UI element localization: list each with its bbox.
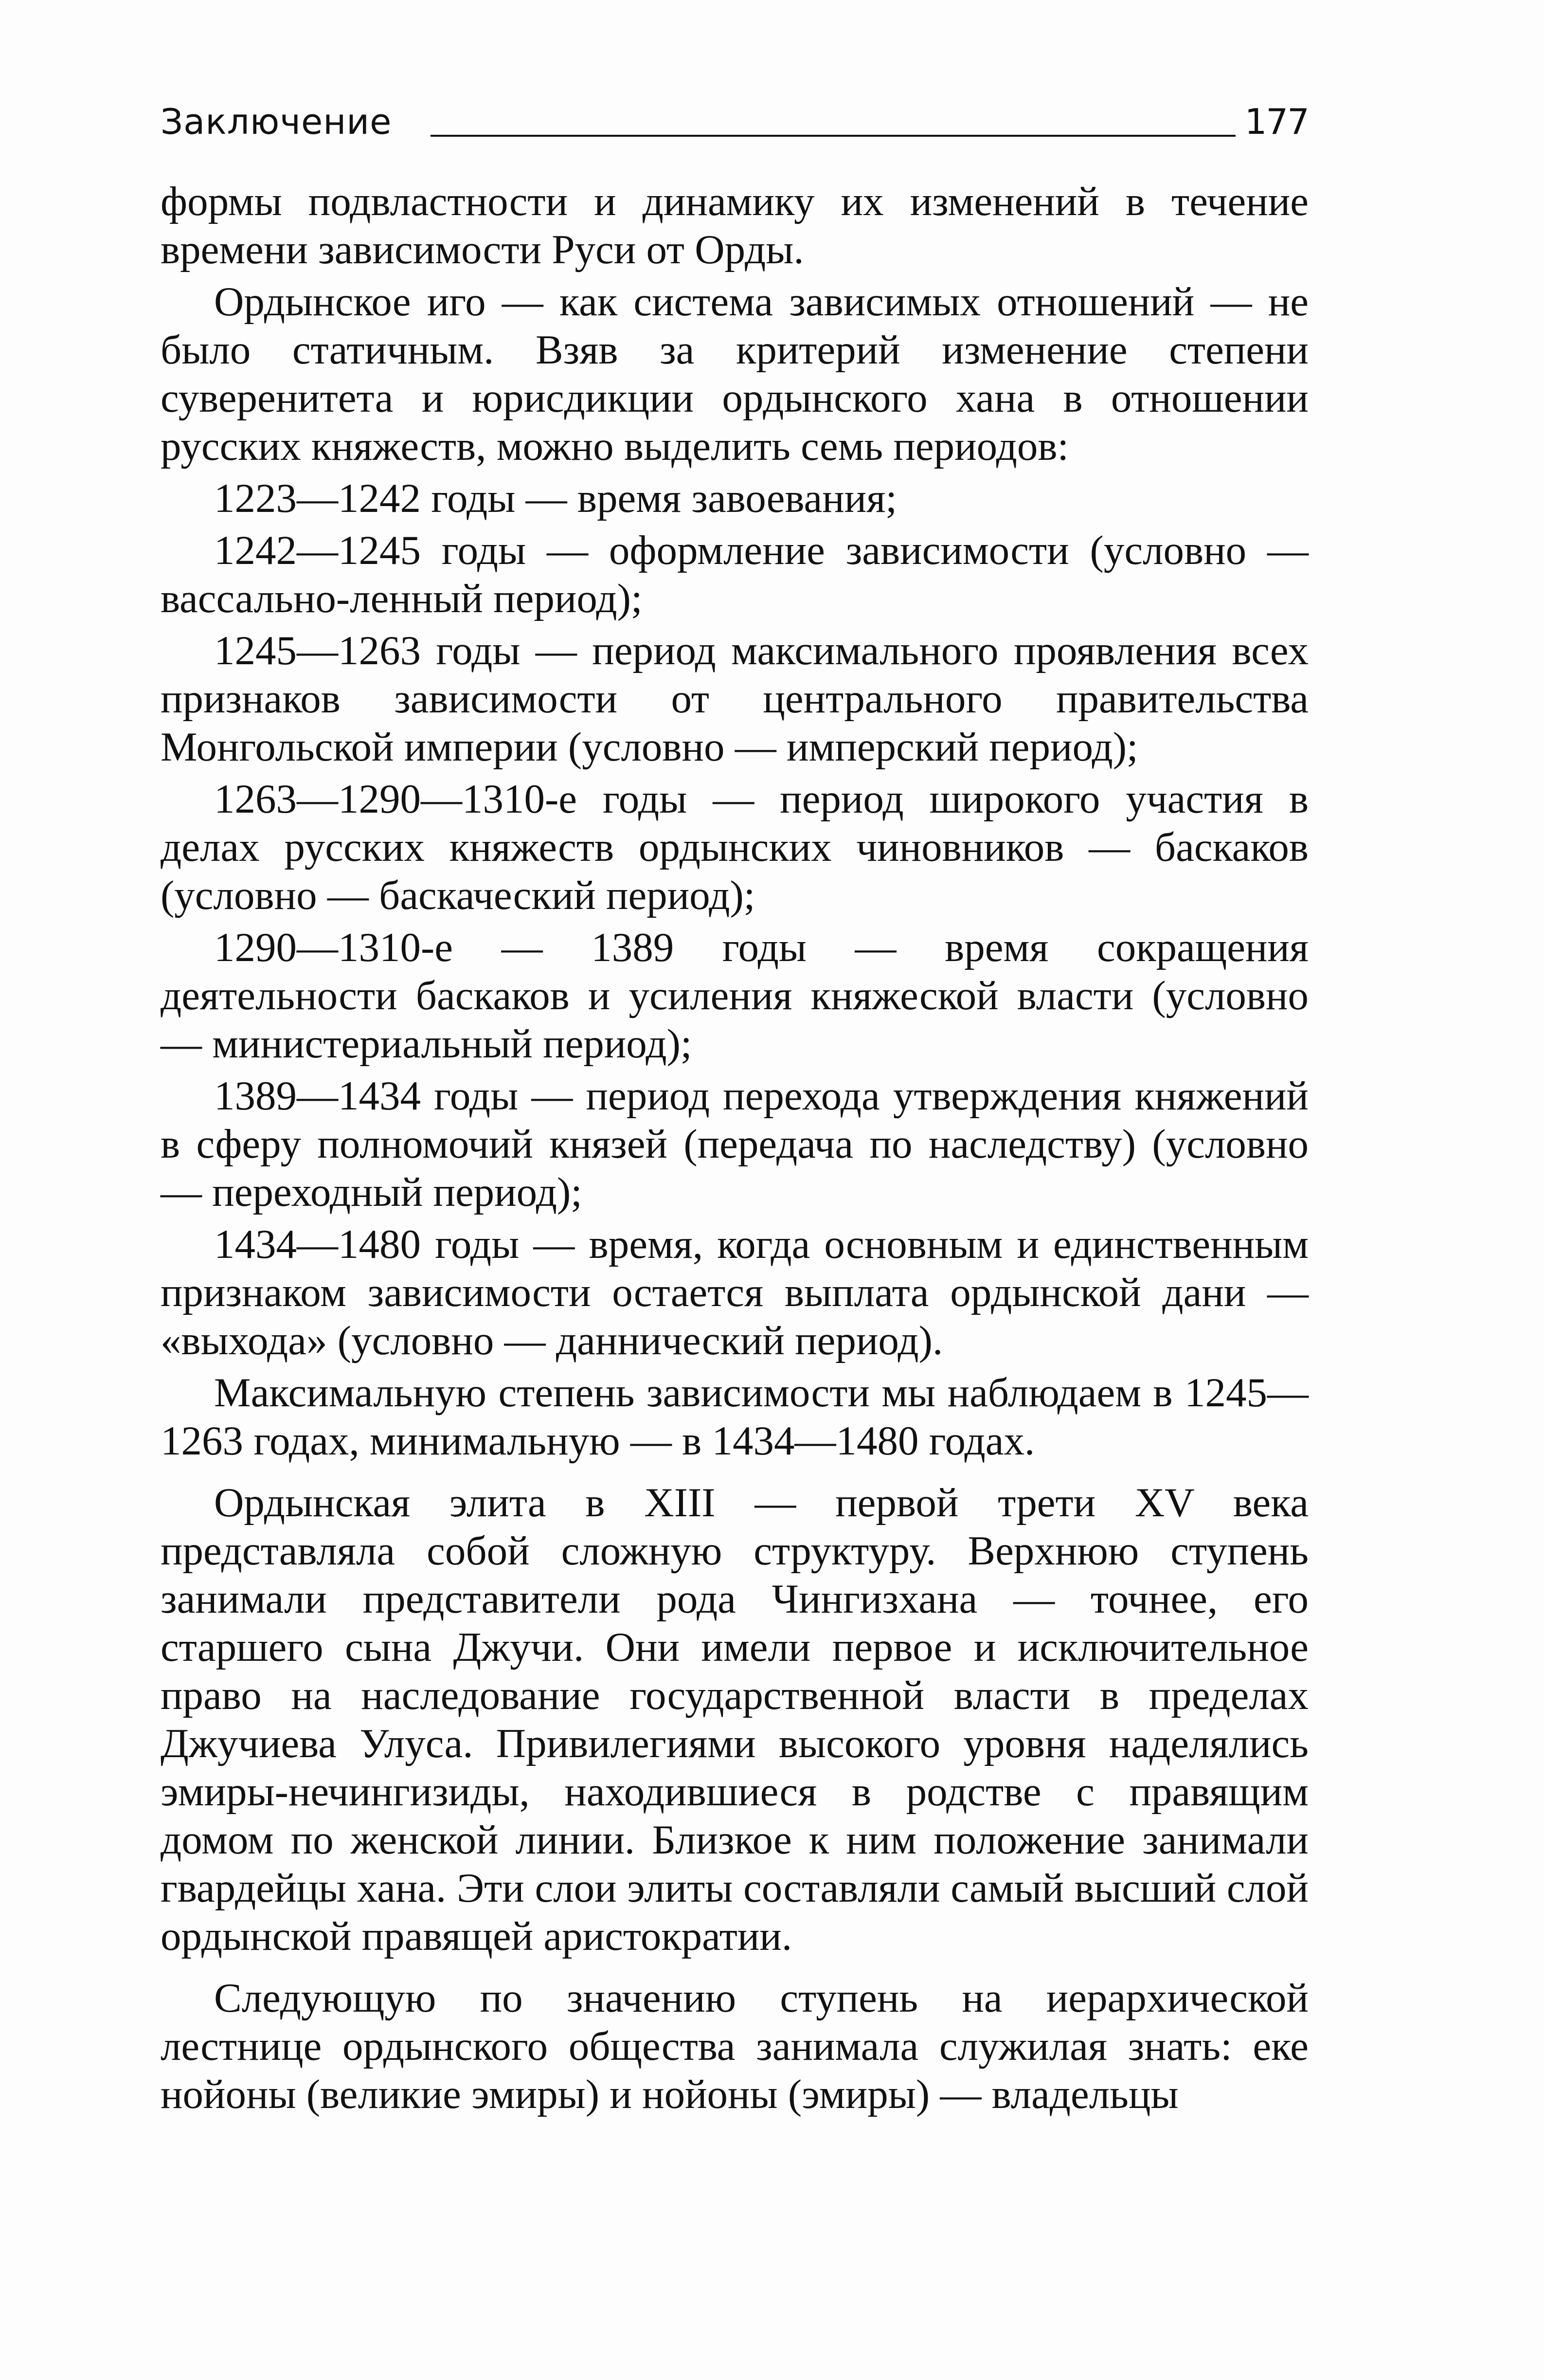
paragraph: Следующую по значению ступень на иерархической лестнице ордынского общества занимала служилая знать: еке нойоны (великие эмиры) и нойоны (эмиры) — владельцы — [161, 1975, 1309, 2117]
chapter-title: Заключение — [161, 101, 392, 142]
period-item: 1389—1434 годы — период перехода утверждения княжений в сферу полномочий князей (передача по наследству) (условно — переходный период); — [161, 1073, 1309, 1215]
period-item: 1242—1245 годы — оформление зависимости (условно — вассально-ленный период); — [161, 527, 1309, 621]
header-rule — [431, 135, 1236, 137]
page-number: 177 — [1244, 101, 1309, 142]
period-item: 1245—1263 годы — период максимального проявления всех признаков зависимости от центрального правительства Монгольской империи (условно — имперский период); — [161, 628, 1309, 770]
period-item: 1434—1480 годы — время, когда основным и единственным признаком зависимости остается выплата ордынской дани — «выхода» (условно — даннический период). — [161, 1221, 1309, 1363]
body-text — [161, 178, 1309, 2123]
paragraph: Максимальную степень зависимости мы наблюдаем в 1245—1263 годах, минимальную — в 1434—1480 годах. — [161, 1370, 1309, 1464]
paragraph: Ордынская элита в XIII — первой трети XV века представляла собой сложную структуру. Верхнюю ступень занимали представители рода Чингизхана — точнее, его старшего сына Джучи. Они имели первое и исключительное право на наследование государственной власти в пределах Джучиева Улуса. Привилегиями высокого уровня наделялись эмиры-нечингизиды, находившиеся в родстве с правящим домом по женской линии. Близкое к ним положение занимали гвардейцы хана. Эти слои элиты составляли самый высший слой ордынской правящей аристократии. — [161, 1480, 1309, 1959]
period-item: 1290—1310-е — 1389 годы — время сокращения деятельности баскаков и усиления княжеской власти (условно — министериальный период); — [161, 925, 1309, 1067]
paragraph: формы подвластности и динамику их изменений в течение времени зависимости Руси от Орды. — [161, 179, 1309, 273]
paragraph: Ордынское иго — как система зависимых отношений — не было статичным. Взяв за критерий изменение степени суверенитета и юрисдикции ордынского хана в отношении русских княжеств, можно выделить семь периодов: — [161, 279, 1309, 469]
running-header — [161, 100, 1309, 144]
period-item: 1223—1242 годы — время завоевания; — [214, 475, 897, 521]
period-item: 1263—1290—1310-е годы — период широкого участия в делах русских княжеств ордынских чиновников — баскаков (условно — баскаческий период); — [161, 776, 1309, 918]
